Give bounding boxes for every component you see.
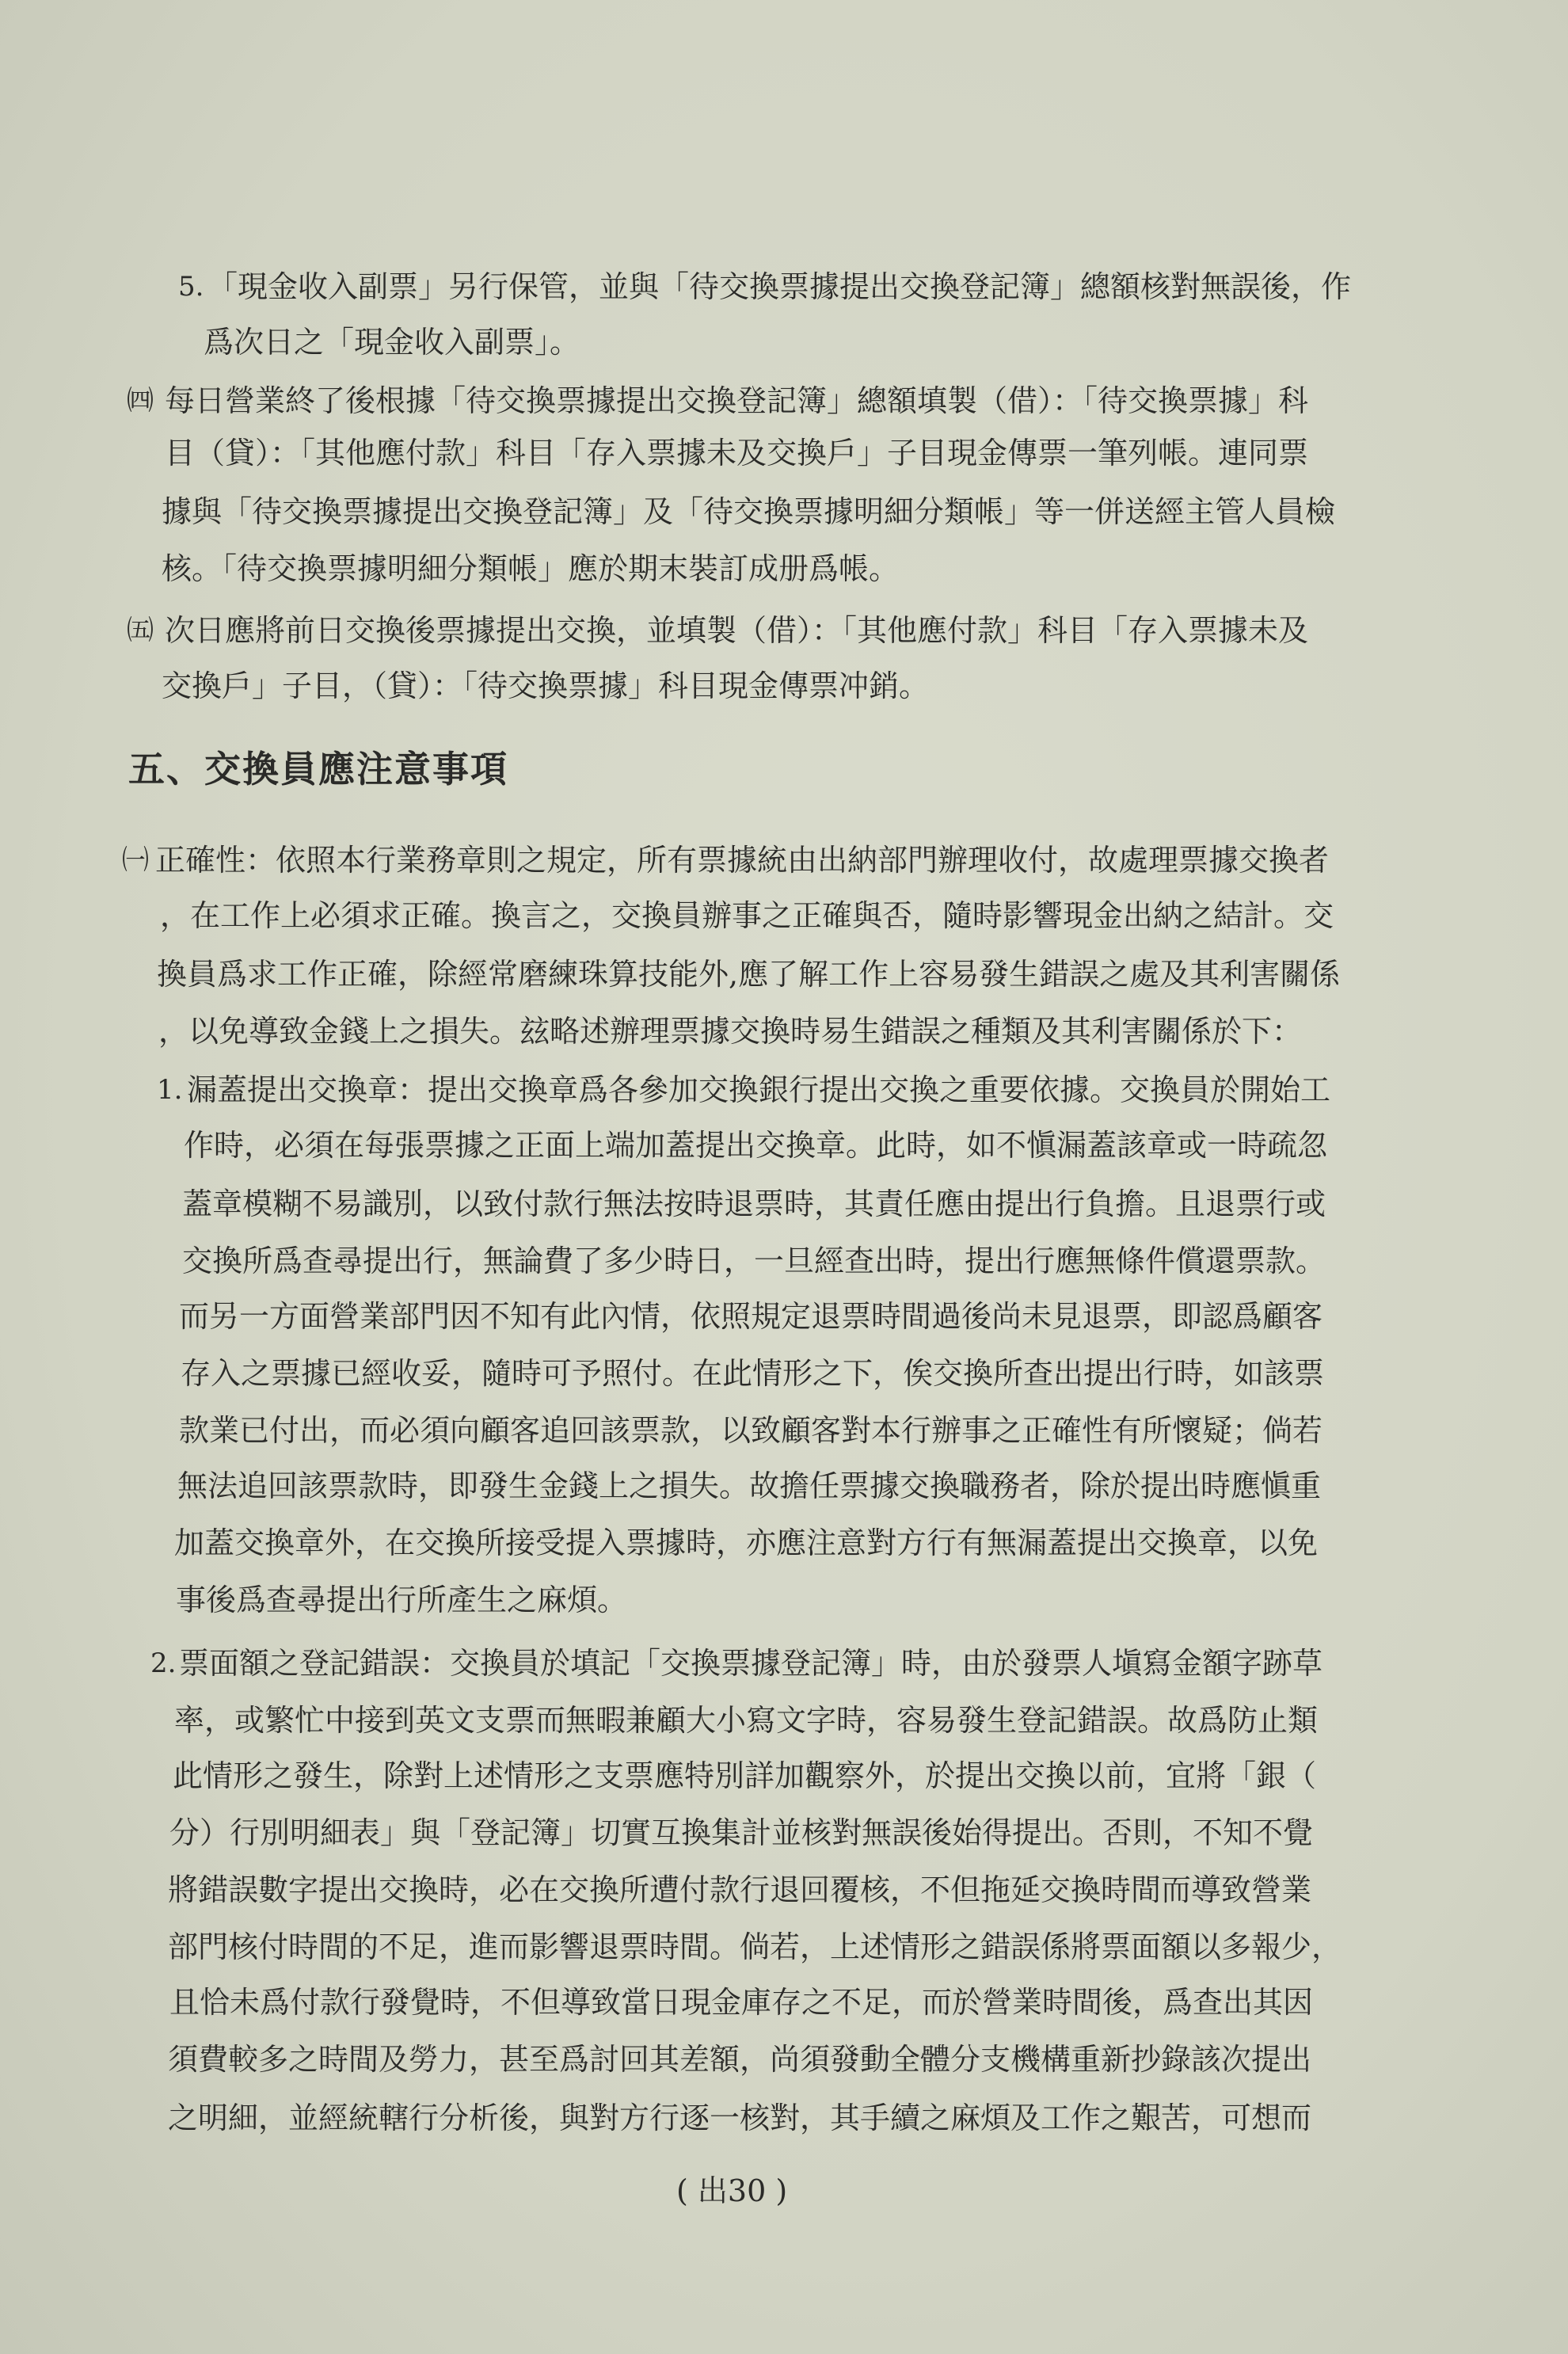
text-line: 「現金收入副票」另行保管，並與「待交換票據提出交換登記簿」總額核對無誤後，作 — [207, 269, 1352, 304]
text-line: 須費較多之時間及勞力，甚至爲討回其差額，尚須發動全體分支機構重新抄錄該次提出 — [168, 2042, 1312, 2077]
text-line: ，在工作上必須求正確。換言之，交換員辦事之正確與否，隨時影響現金出納之結計。交 — [160, 898, 1334, 933]
item-number: 5. — [178, 271, 204, 303]
section-marker: ㈠ — [122, 844, 149, 876]
text-line: 而另一方面營業部門因不知有此內情，依照規定退票時間過後尚未見退票，即認爲顧客 — [179, 1299, 1323, 1334]
text-line: 票面額之登記錯誤：交換員於填記「交換票據登記簿」時，由於發票人塡寫金額字跡草 — [179, 1646, 1323, 1681]
section-marker: ㈤ — [127, 615, 154, 646]
text-line: 核。「待交換票據明細分類帳」應於期末裝訂成册爲帳。 — [162, 551, 900, 586]
text-line: 款業已付出，而必須向顧客追回該票款，以致顧客對本行辦事之正確性有所懷疑；倘若 — [179, 1413, 1323, 1448]
text-line: ，以免導致金錢上之損失。玆略述辦理票據交換時易生錯誤之種類及其利害關係於下： — [158, 1014, 1303, 1049]
text-line: 存入之票據已經收妥，隨時可予照付。在此情形之下，俟交換所查出提出行時，如該票 — [181, 1356, 1325, 1391]
text-line: 爲次日之「現金收入副票」。 — [204, 325, 580, 360]
text-line: 正確性：依照本行業務章則之規定，所有票據統由出納部門辦理收付，故處理票據交換者 — [155, 843, 1330, 878]
text-line: 率，或繁忙中接到英文支票而無暇兼顧大小寫文字時，容易發生登記錯誤。故爲防止類 — [174, 1703, 1319, 1738]
text-line: 據與「待交換票據提出交換登記簿」及「待交換票據明細分類帳」等一併送經主管人員檢 — [162, 494, 1336, 529]
item-number: 1. — [157, 1074, 183, 1106]
item-number: 2. — [150, 1647, 177, 1679]
text-line: 每日營業終了後根據「待交換票據提出交換登記簿」總額填製（借）：「待交換票據」科 — [165, 383, 1309, 418]
text-line: 漏蓋提出交換章：提出交換章爲各參加交換銀行提出交換之重要依據。交換員於開始工 — [187, 1072, 1331, 1107]
text-line: 加蓋交換章外，在交換所接受提入票據時，亦應注意對方行有無漏蓋提出交換章，以免 — [174, 1526, 1319, 1560]
text-line: 交換戶」子目，（貸）：「待交換票據」科目現金傳票冲銷。 — [162, 668, 930, 703]
text-line: 換員爲求工作正確，除經常磨練珠算技能外,應了解工作上容易發生錯誤之處及其利害關係 — [157, 957, 1341, 992]
text-line: 分）行別明細表」與「登記簿」切實互換集計並核對無誤後始得提出。否則，不知不覺 — [169, 1815, 1314, 1850]
text-line: 部門核付時間的不足，進而影響退票時間。倘若，上述情形之錯誤係將票面額以多報少， — [168, 1929, 1342, 1964]
text-line: 事後爲查尋提出行所產生之麻煩。 — [176, 1583, 628, 1617]
text-line: 之明細，並經統轄行分析後，與對方行逐一核對，其手續之麻煩及工作之艱苦，可想而 — [168, 2101, 1312, 2135]
text-line: 此情形之發生，除對上述情形之支票應特別詳加觀察外，於提出交換以前，宜將「銀（ — [173, 1758, 1317, 1793]
text-line: 將錯誤數字提出交換時，必在交換所遭付款行退回覆核，不但拖延交換時間而導致營業 — [168, 1872, 1312, 1907]
text-line: 且恰未爲付款行發覺時，不但導致當日現金庫存之不足，而於營業時間後，爲查出其因 — [169, 1985, 1314, 2020]
text-line: 目（貸）：「其他應付款」科目「存入票據未及交換戶」子目現金傳票一筆列帳。連同票 — [165, 436, 1309, 470]
text-line: 無法追回該票款時，即發生金錢上之損失。故擔任票據交換職務者，除於提出時應愼重 — [177, 1468, 1322, 1503]
section-heading: 五、交換員應注意事項 — [128, 748, 508, 790]
text-line: 蓋章模糊不易識別，以致付款行無法按時退票時，其責任應由提出行負擔。且退票行或 — [182, 1187, 1326, 1221]
text-line: 作時，必須在每張票據之正面上端加蓋提出交換章。此時，如不愼漏蓋該章或一時疏忽 — [184, 1128, 1328, 1163]
text-line: 次日應將前日交換後票據提出交換，並填製（借）：「其他應付款」科目「存入票據未及 — [165, 613, 1309, 648]
text-line: 交換所爲查尋提出行，無論費了多少時日，一旦經查出時，提出行應無條件償還票款。 — [182, 1244, 1326, 1278]
section-marker: ㈣ — [127, 385, 154, 417]
page-number: ( 出30 ) — [676, 2173, 788, 2208]
